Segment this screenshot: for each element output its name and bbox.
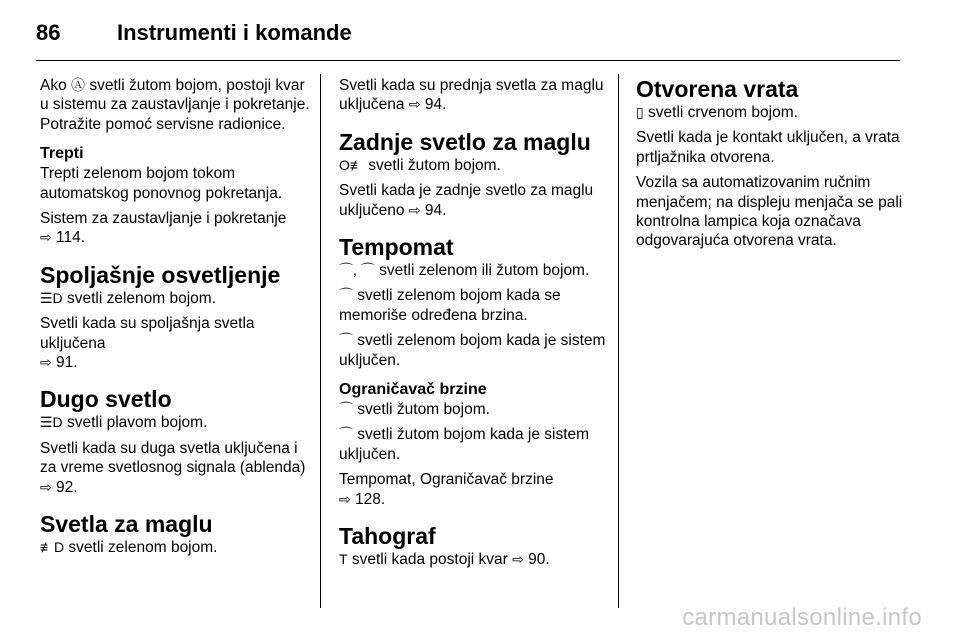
paragraph: Svetli kada je zadnje svetlo za maglu uključeno ⇨ 94. — [339, 182, 594, 219]
paragraph: ≢D svetli zelenom bojom. — [40, 539, 218, 557]
heading-tahograf: Tahograf — [339, 523, 436, 550]
cruise-control-icon: ⌒ — [339, 332, 353, 349]
paragraph: ⌒ svetli žutom bojom kada je sistem uključen. — [339, 426, 590, 463]
paragraph: ⌒ svetli žutom bojom. — [339, 401, 490, 419]
paragraph: Svetli kada su spoljašnja svetla uključena ⇨ 91. — [40, 315, 255, 372]
paragraph: Svetli kada su prednja svetla za maglu uključena ⇨ 94. — [339, 77, 604, 114]
column-3 — [636, 76, 912, 257]
cruise-control-icon: ⌒ — [339, 287, 353, 304]
paragraph: Vozila sa automatizovanim ručnim menjačem; na displeju menjača se pali kontrolna lampica koja označava odgovarajuća otvorena vrata. — [636, 174, 903, 250]
speed-limiter-icon: ⌒ — [339, 426, 353, 443]
paragraph: O≢ svetli žutom bojom. — [339, 156, 501, 174]
speed-limiter-icon: ⌒ — [339, 401, 353, 418]
page-ref-arrow-icon: ⇨ — [408, 201, 421, 218]
page-ref-arrow-icon: ⇨ — [339, 490, 351, 507]
column-divider — [320, 74, 321, 608]
subheading-ogranicavac: Ograničavač brzine — [339, 381, 487, 399]
page-ref-arrow-icon: ⇨ — [40, 229, 52, 246]
high-beam-icon: ☰D — [40, 414, 63, 431]
paragraph: Tempomat, Ograničavač brzine ⇨ 128. — [339, 471, 554, 508]
stop-start-icon: Ⓐ — [71, 77, 86, 93]
paragraph: Ako Ⓐ svetli žutom bojom, postoji kvar u sistemu za zaustavljanje i pokretanje. Potražite pomoć servisne radionice. — [40, 77, 310, 133]
heading-spoljasnje: Spoljašnje osvetljenje — [40, 261, 281, 288]
paragraph: Sistem za zaustavljanje i pokretanje ⇨ 114. — [40, 210, 287, 247]
heading-zadnje: Zadnje svetlo za maglu — [339, 128, 591, 155]
rear-fog-light-icon: O≢ — [339, 156, 364, 173]
exterior-light-icon: ☰D — [40, 289, 63, 306]
subheading-trepti: Trepti — [40, 145, 84, 163]
page-ref-arrow-icon: ⇨ — [40, 478, 52, 495]
heading-dugo: Dugo svetlo — [40, 386, 172, 413]
watermark: carmanualsonline.info — [682, 604, 922, 631]
header-rule — [36, 60, 900, 61]
column-1 — [40, 76, 312, 564]
column-divider — [618, 74, 619, 608]
cruise-control-icon: ⌒, ⌒ — [339, 262, 375, 279]
column-2 — [339, 76, 611, 576]
page-ref-arrow-icon: ⇨ — [408, 96, 421, 113]
heading-tempomat: Tempomat — [339, 234, 454, 261]
page-ref-arrow-icon: ⇨ — [40, 354, 52, 371]
front-fog-light-icon: ≢D — [40, 539, 65, 556]
paragraph: Svetli kada su duga svetla uključena i za vreme svetlosnog signala (ablenda) ⇨ 92. — [40, 439, 306, 496]
tachograph-icon: T — [339, 551, 348, 568]
page-number: 86 — [36, 20, 61, 45]
paragraph: Trepti zelenom bojom tokom automatskog ponovnog pokretanja. — [40, 165, 283, 202]
heading-magla: Svetla za maglu — [40, 511, 213, 538]
door-open-icon: ▯ — [636, 104, 644, 120]
paragraph: ▯ svetli crvenom bojom. — [636, 104, 798, 121]
paragraph: ☰D svetli zelenom bojom. — [40, 289, 217, 307]
page-ref-arrow-icon: ⇨ — [512, 551, 524, 568]
page-title: Instrumenti i komande — [117, 20, 352, 45]
paragraph: ⌒ svetli zelenom bojom kada se memoriše određena brzina. — [339, 287, 561, 324]
heading-vrata: Otvorena vrata — [636, 76, 799, 102]
paragraph: T svetli kada postoji kvar ⇨ 90. — [339, 551, 550, 569]
paragraph: ⌒, ⌒ svetli zelenom ili žutom bojom. — [339, 262, 590, 280]
paragraph: Svetli kada je kontakt uključen, a vrata prtljažnika otvorena. — [636, 129, 900, 166]
paragraph: ⌒ svetli zelenom bojom kada je sistem uključen. — [339, 332, 606, 369]
paragraph: ☰D svetli plavom bojom. — [40, 414, 208, 432]
